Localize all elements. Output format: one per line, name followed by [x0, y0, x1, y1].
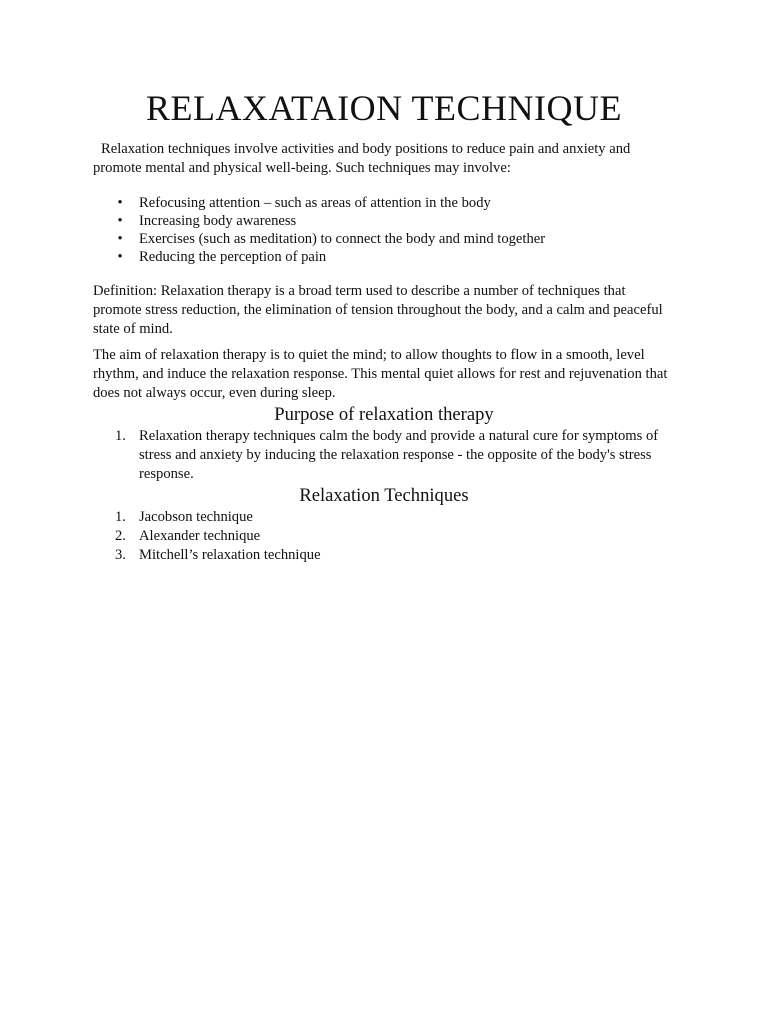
document-body: [93, 84, 675, 565]
definition-paragraph: Definition: Relaxation therapy is a broad term used to describe a number of techniques that promote stress reduction, the elimination of tension throughout the body, and a calm and peaceful state of mind.: [93, 283, 663, 337]
technique-list-item: [93, 546, 675, 565]
bullet-item-text: Increasing body awareness: [139, 213, 297, 229]
bullet-icon: •: [117, 195, 123, 211]
purpose-list: [93, 427, 675, 484]
purpose-item-text: Relaxation therapy techniques calm the body and provide a natural cure for symptoms of stress and anxiety by inducing the relaxation response - the opposite of the body's stress response.: [139, 428, 659, 482]
list-number: 1.: [115, 509, 126, 525]
bullet-item: [93, 212, 675, 230]
purpose-heading: Purpose of relaxation therapy: [274, 404, 494, 425]
bullet-item-text: Refocusing attention – such as areas of attention in the body: [139, 195, 491, 211]
technique-item-text: Alexander technique: [139, 528, 261, 544]
bullet-item-text: Exercises (such as meditation) to connect the body and mind together: [139, 231, 546, 247]
bullet-item-text: Reducing the perception of pain: [139, 249, 327, 265]
techniques-heading: Relaxation Techniques: [299, 485, 469, 506]
bullet-icon: •: [117, 231, 123, 247]
technique-bullet-list: [93, 194, 675, 266]
bullet-item: [93, 230, 675, 248]
bullet-item: [93, 248, 675, 266]
bullet-icon: •: [117, 249, 123, 265]
document-title: RELAXATAION TECHNIQUE: [146, 88, 622, 128]
techniques-list: [93, 508, 675, 565]
technique-list-item: [93, 508, 675, 527]
list-number: 3.: [115, 547, 126, 563]
technique-list-item: [93, 527, 675, 546]
intro-paragraph: Relaxation techniques involve activities and body positions to reduce pain and anxiety and promote mental and physical well-being. Such techniques may involve:: [93, 141, 631, 176]
purpose-list-item: [93, 427, 675, 484]
list-number: 2.: [115, 528, 126, 544]
technique-item-text: Jacobson technique: [139, 509, 253, 525]
bullet-icon: •: [117, 213, 123, 229]
list-number: 1.: [115, 428, 126, 444]
technique-item-text: Mitchell’s relaxation technique: [139, 547, 321, 563]
bullet-item: [93, 194, 675, 212]
aim-paragraph: The aim of relaxation therapy is to quiet the mind; to allow thoughts to flow in a smooth, level rhythm, and induce the relaxation response. This mental quiet allows for rest and rejuvenation that does not always occur, even during sleep.: [93, 347, 668, 401]
